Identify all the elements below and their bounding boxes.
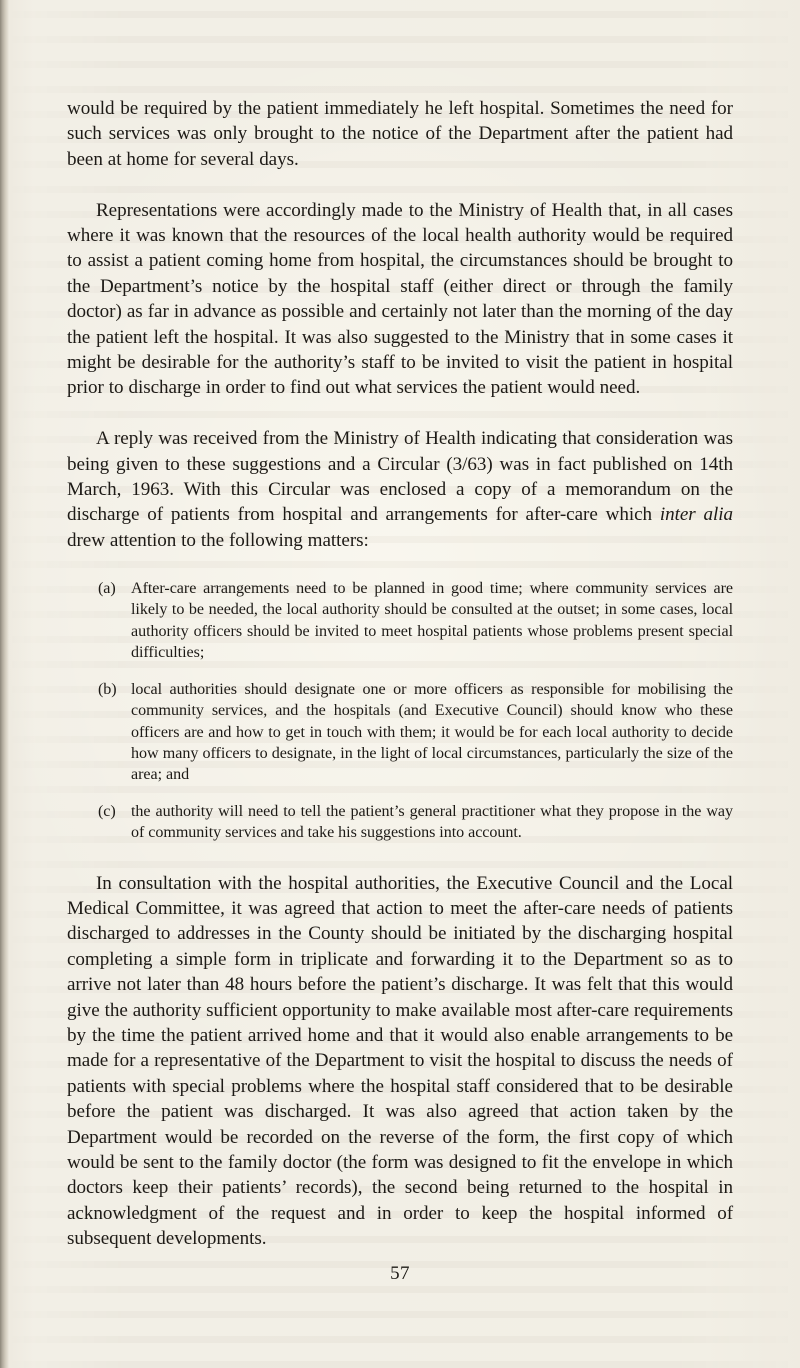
page-number: 57 bbox=[390, 1263, 410, 1284]
reply-lead-text: A reply was received from the Ministry of Health indicating that consideration was being given to these suggestions and a Circular (3/63) was in fact published on 14th March, 1963. With this Circular was enclosed a copy of a memorandum on the discharge of patients from hospital and arrangements for after-care which bbox=[67, 428, 733, 526]
list-item-text: the authority will need to tell the patient’s general practitioner what they propose in the way of community services and take his suggestions into account. bbox=[131, 803, 733, 842]
paragraph-ministry-reply bbox=[67, 426, 733, 553]
list-item-marker: (a) bbox=[98, 580, 116, 598]
reply-tail-text: drew attention to the following matters: bbox=[67, 529, 369, 551]
text-column bbox=[67, 96, 733, 1252]
list-item-marker: (b) bbox=[98, 681, 117, 699]
list-item bbox=[67, 801, 733, 843]
circular-recommendations-list bbox=[67, 578, 733, 843]
paragraph-representations: Representations were accordingly made to the Ministry of Health that, in all cases where it was known that the resources of the local health authority would be required to assist a patient coming home from hospital, the circumstances should be brought to the Department’s notice by the hospital staff (either direct or through the family doctor) as far in advance as possible and certainly not later than the morning of the day the patient left the hospital. It was also suggested to the Ministry that in some cases it might be desirable for the authority’s staff to be invited to visit the patient in hospital prior to discharge in order to find out what services the patient would need. bbox=[67, 199, 733, 399]
list-item bbox=[67, 578, 733, 663]
list-item-marker: (c) bbox=[98, 803, 116, 821]
list-item-text: After-care arrangements need to be planned in good time; where community services are likely to be needed, the local authority should be consulted at the outset; in some cases, local authority officers should be invited to meet hospital patients whose problems present special difficulties; bbox=[131, 580, 733, 661]
list-item-text: local authorities should designate one or more officers as responsible for mobilising the community services, and the hospitals (and Executive Council) should know who these officers are and how to get in touch with them; it would be for each local authority to decide how many officers to designate, in the light of local circumstances, particularly the size of the area; and bbox=[131, 681, 733, 783]
list-item bbox=[67, 679, 733, 785]
paragraph-continued-from-previous-page: would be required by the patient immediately he left hospital. Sometimes the need for such services was only brought to the notice of the Department after the patient had been at home for several days. bbox=[67, 98, 733, 170]
paragraph-consultation-arrangements: In consultation with the hospital authorities, the Executive Council and the Local Medical Committee, it was agreed that action to meet the after-care needs of patients discharged to addresses in the County should be initiated by the discharging hospital completing a simple form in triplicate and forwarding it to the Department so as to arrive not later than 48 hours before the patient’s discharge. It was felt that this would give the authority sufficient opportunity to make available most after-care requirements by the time the patient arrived home and that it would also enable arrangements to be made for a representative of the Department to visit the hospital to discuss the needs of patients with special problems where the hospital staff considered that to be desirable before the patient was discharged. It was also agreed that action taken by the Department would be recorded on the reverse of the form, the first copy of which would be sent to the family doctor (the form was designed to fit the envelope in which doctors keep their patients’ records), the second being returned to the hospital in acknowledgment of the request and in order to keep the hospital informed of subsequent developments. bbox=[67, 872, 733, 1250]
latin-phrase-inter-alia: inter alia bbox=[659, 504, 733, 526]
book-gutter-shadow bbox=[0, 0, 9, 1368]
